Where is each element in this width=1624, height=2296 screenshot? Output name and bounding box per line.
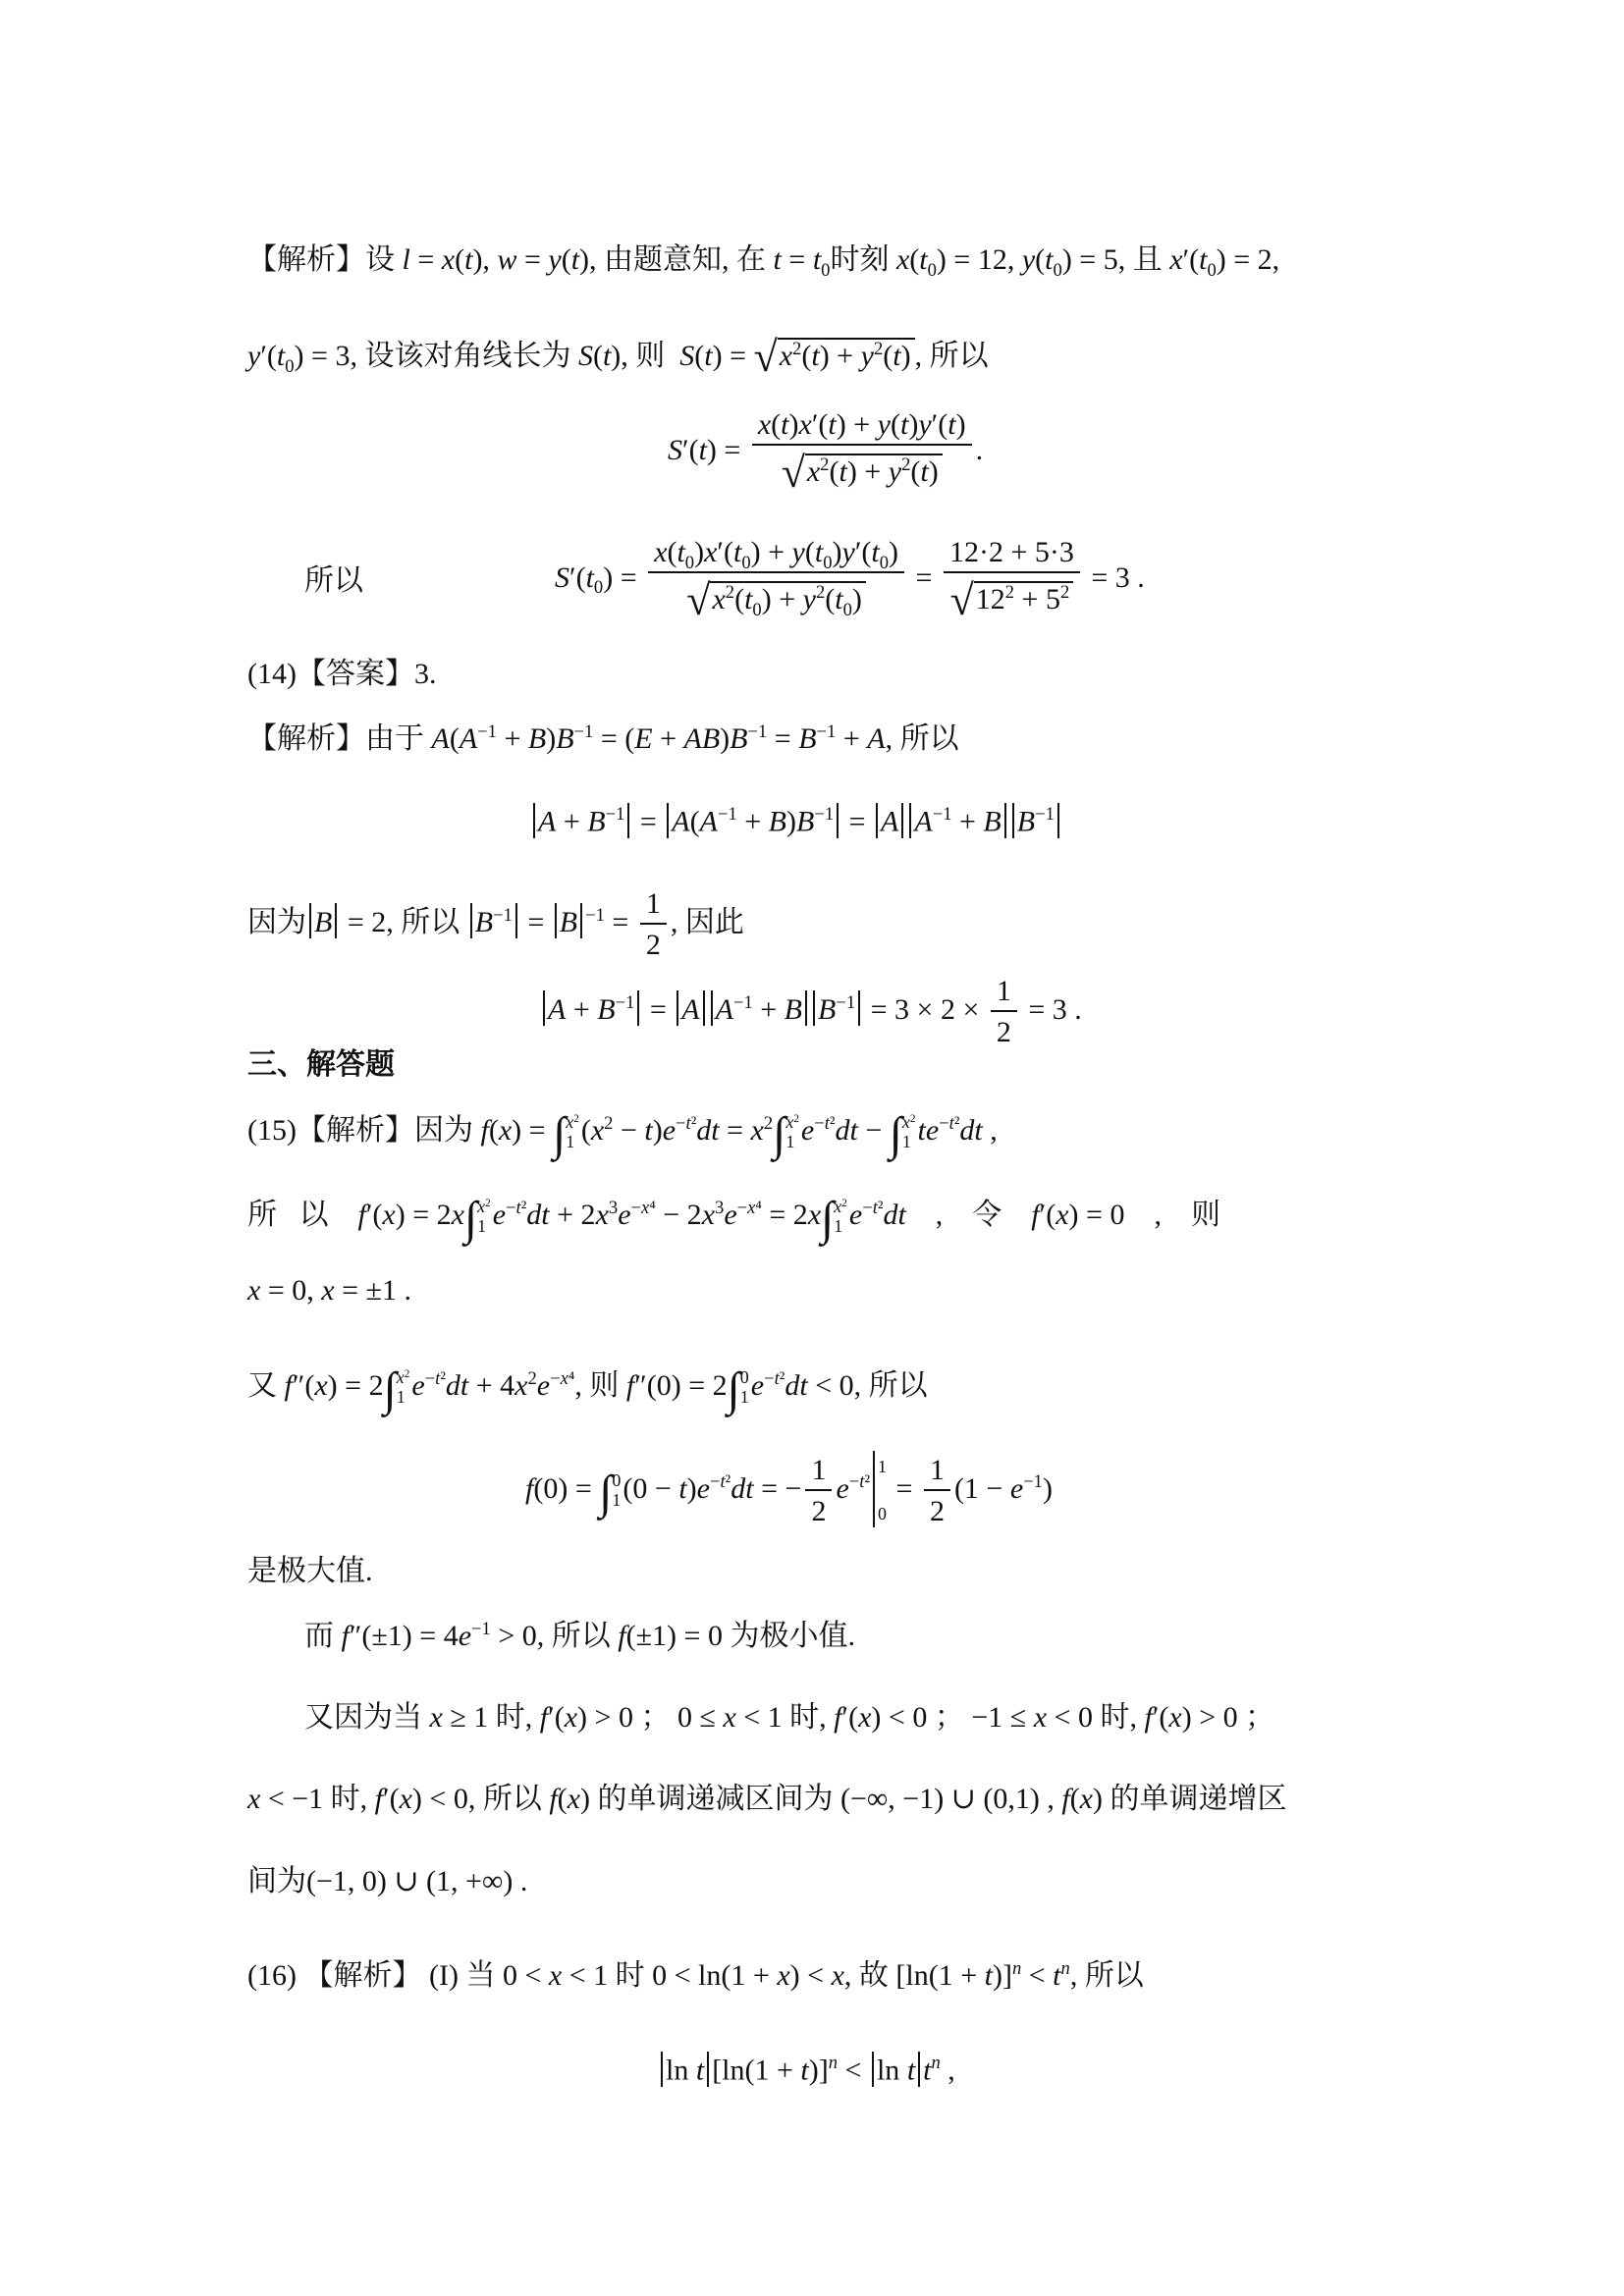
line-15-monotone-3: 间为(−1, 0) ∪ (1, +∞) .	[247, 1865, 528, 1897]
formula-14-result: $A + B^{-1} = A$ $A^{-1} + B$ $B^{-1} = 3 \times 2$ × $\frac{1}{2}$ = 3 .	[540, 977, 1082, 1047]
section-heading: 三、解答题	[247, 1048, 395, 1081]
line-15-4: 又 f″(x) = 2∫ $x^2$ 1 $e^{-t^2}dt + 4x^2e^{-x^4}$, 则 f″(0) = 2∫ 0 1 $e^{-t^2}dt < 0$, 所以	[247, 1363, 928, 1415]
answer-14: (14)【答案】3.	[247, 658, 437, 690]
formula-S-prime-t0: $S'(t_0)$ = $\frac{x(t_0)x'(t_0) + y(t_0)y'(t_0)}{√x^2(t_0) + y^2(t_0)}$ = $\frac{12\cdot 2 + 5\cdot 3}{√12^2 + 5^2}$ = 3 .	[555, 536, 1145, 624]
suoyi-label: 所以	[304, 564, 363, 597]
solution-label: 【解析】	[247, 243, 365, 276]
line-14-analysis: 【解析】由于 $A(A^{-1} + B)B^{-1} = (E + AB)B^{-1} = B^{-1} + A$, 所以	[247, 721, 959, 755]
line-15-3: x = 0, x = ±1 .	[247, 1274, 411, 1307]
line-15-monotone-1: 又因为当 x ≥ 1 时, f′(x) > 0 ； 0 ≤ x < 1 时, f′(x) < 0 ； −1 ≤ x < 0 时, f′(x) > 0 ；	[304, 1701, 1275, 1734]
formula-14-det: $A + B^{-1} = A(A^{-1} + B)B^{-1} = A$ $A^{-1} + B$ $B^{-1}$	[530, 803, 1062, 838]
line-16-1: (16) 【解析】 (I) 当 0 < x < 1 时 0 < ln(1 + x) < x, 故 $[\ln(1 + t)]^n < t^n$, 所以	[247, 1957, 1144, 1992]
line-15-min: 而 $f''(\pm 1) = 4e^{-1} > 0$, 所以 f(±1) = 0 为极小值.	[304, 1618, 855, 1652]
line-14-B: 因为 B = 2, 所以 $B^{-1} = B$ $^{-1}$ = $\frac{1}{2}$ , 因此	[247, 887, 744, 961]
formula-16: ln t $[\ln(1 + t)]^n < \ln t$ $t^n$ ,	[658, 2052, 955, 2087]
line-15-2: 所 以 f′(x) = 2x∫ $x^2$ 1 $e^{-t^2}dt + 2x^3e^{-x^4} - 2x^3e^{-x^4} = 2x\int$ $x^2$ 1 $e^{-t^2}dt$ , 令 f′(x) = 0 , 则	[247, 1193, 1220, 1245]
line-2: $y'(t_0) = 3$, 设该对角线长为 S(t), 则 $S(t) = √x^2(t) + y^2(t)$ , 所以	[247, 333, 989, 381]
line-15-max: 是极大值.	[247, 1555, 373, 1587]
line-1: 【解析】设 l = x(t), w = y(t), 由题意知, 在 $t = t_0$时刻 $x(t_0) = 12$, $y(t_0) = 5$, 且 $x'(t_0) = 2$,	[247, 243, 1280, 281]
line-15-monotone-2: x < −1 时, f′(x) < 0, 所以 f(x) 的单调递减区间为 (−∞, −1) ∪ (0,1) , f(x) 的单调递增区	[247, 1783, 1287, 1815]
formula-S-prime: S′(t) = $\frac{x(t)x'(t) + y(t)y'(t)}{√x^2(t) + y^2(t)}$ .	[668, 408, 984, 497]
line-15-1: (15)【解析】因为 f(x) = ∫ $x^2$ 1 $(x^2 - t)e^{-t^2}dt = x^2\int$ $x^2$ 1 $e^{-t^2}dt$ − ∫ $x^2$ 1 $te^{-t^2}dt$ ,	[247, 1108, 998, 1160]
formula-15-f0: f(0) = ∫ 0 1 $(0 - t)e^{-t^2}dt$ = − $\frac{1}{2}$ $e^{-t^2}$ 1 0 = $\frac{1}{2}$ $(1 - e^{-1})$	[525, 1451, 1053, 1527]
